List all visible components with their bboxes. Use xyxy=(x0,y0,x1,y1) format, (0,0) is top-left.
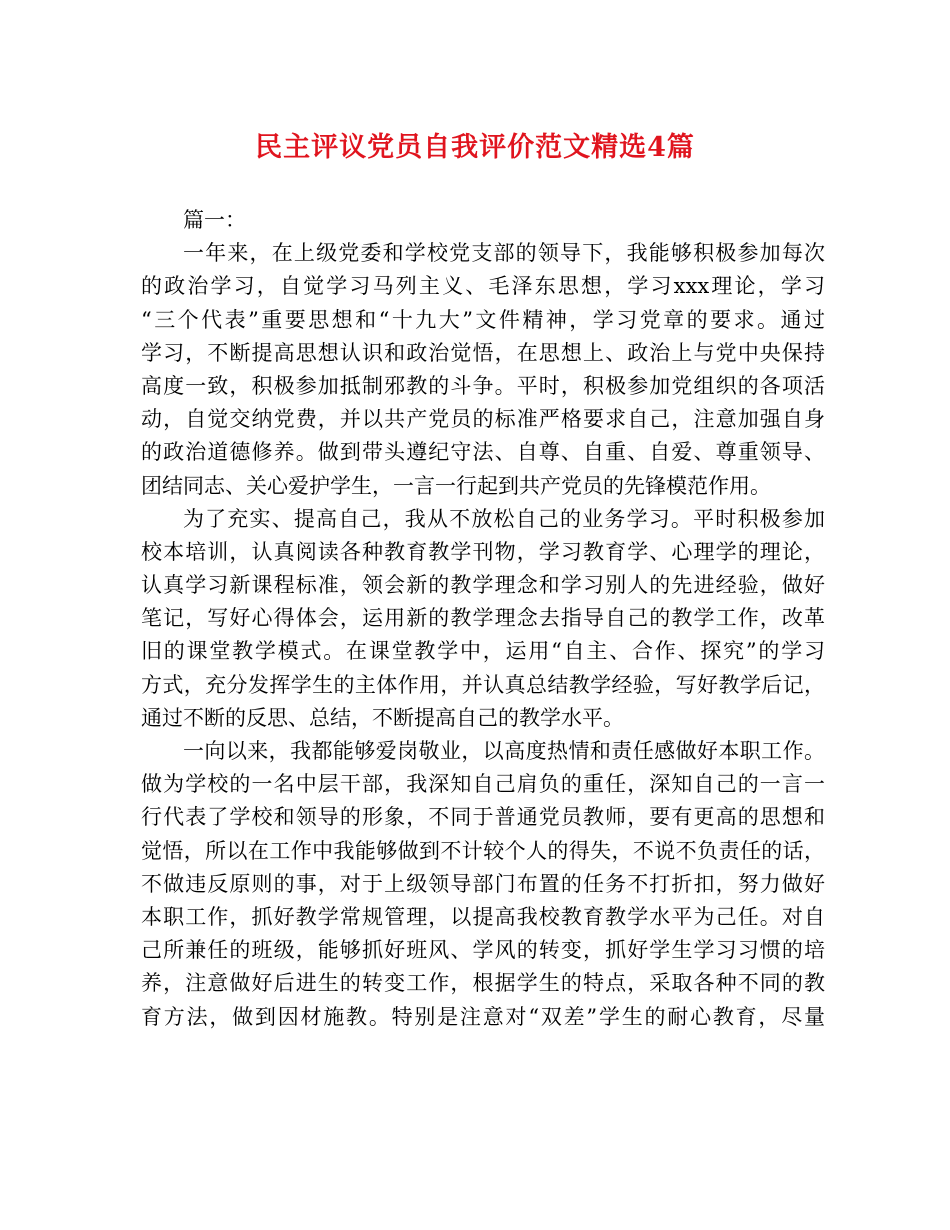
paragraph-line: 的政治道德修养。做到带头遵纪守法、自尊、自重、自爱、尊重领导、 xyxy=(141,440,825,465)
document-title: 民主评议党员自我评价范文精选4篇 xyxy=(255,132,695,163)
paragraph-line: 本职工作，抓好教学常规管理，以提高我校教育教学水平为己任。对自 xyxy=(141,904,825,929)
paragraph-line: 通过不断的反思、总结，不断提高自己的教学水平。 xyxy=(141,705,624,730)
paragraph-line: 高度一致，积极参加抵制邪教的斗争。平时，积极参加党组织的各项活 xyxy=(141,373,825,398)
paragraph-line: 觉悟，所以在工作中我能够做到不计较个人的得失，不说不负责任的话， xyxy=(141,838,825,863)
paragraph-line: 认真学习新课程标准，领会新的教学理念和学习别人的先进经验，做好 xyxy=(141,573,825,598)
paragraph-line: 不做违反原则的事，对于上级领导部门布置的任务不打折扣，努力做好 xyxy=(141,871,825,896)
paragraph-line: 一年来，在上级党委和学校党支部的领导下，我能够积极参加每次 xyxy=(183,241,825,266)
paragraph-line: 己所兼任的班级，能够抓好班风、学风的转变，抓好学生学习习惯的培 xyxy=(141,938,825,963)
paragraph-line: 养，注意做好后进生的转变工作，根据学生的特点，采取各种不同的教 xyxy=(141,971,825,996)
paragraph-line: 一向以来，我都能够爱岗敬业，以高度热情和责任感做好本职工作。 xyxy=(183,739,825,763)
paragraph-line: 旧的课堂教学模式。在课堂教学中，运用“自主、合作、探究”的学习 xyxy=(141,639,825,664)
paragraph-line: 学习，不断提高思想认识和政治觉悟，在思想上、政治上与党中央保持 xyxy=(141,340,825,365)
section-heading: 篇一： xyxy=(183,208,246,232)
paragraph-line: “三个代表”重要思想和“十九大”文件精神，学习党章的要求。通过 xyxy=(141,307,825,332)
paragraph-line: 校本培训，认真阅读各种教育教学刊物，学习教育学、心理学的理论， xyxy=(141,539,825,564)
paragraph-line: 的政治学习，自觉学习马列主义、毛泽东思想，学习xxx理论，学习 xyxy=(141,274,825,299)
paragraph-line: 方式，充分发挥学生的主体作用，并认真总结教学经验，写好教学后记， xyxy=(141,672,825,697)
paragraph-line: 行代表了学校和领导的形象，不同于普通党员教师，要有更高的思想和 xyxy=(141,805,825,830)
document-body xyxy=(141,204,825,1034)
paragraph-line: 动，自觉交纳党费，并以共产党员的标准严格要求自己，注意加强自身 xyxy=(141,407,825,432)
paragraph-line: 育方法，做到因材施教。特别是注意对“双差”学生的耐心教育，尽量 xyxy=(141,1004,825,1029)
paragraph-line: 笔记，写好心得体会，运用新的教学理念去指导自己的教学工作，改革 xyxy=(141,606,825,631)
paragraph-line: 团结同志、关心爱护学生，一言一行起到共产党员的先锋模范作用。 xyxy=(141,473,771,498)
paragraph-line: 为了充实、提高自己，我从不放松自己的业务学习。平时积极参加 xyxy=(183,506,825,531)
paragraph-line: 做为学校的一名中层干部，我深知自己肩负的重任，深知自己的一言一 xyxy=(141,772,825,797)
